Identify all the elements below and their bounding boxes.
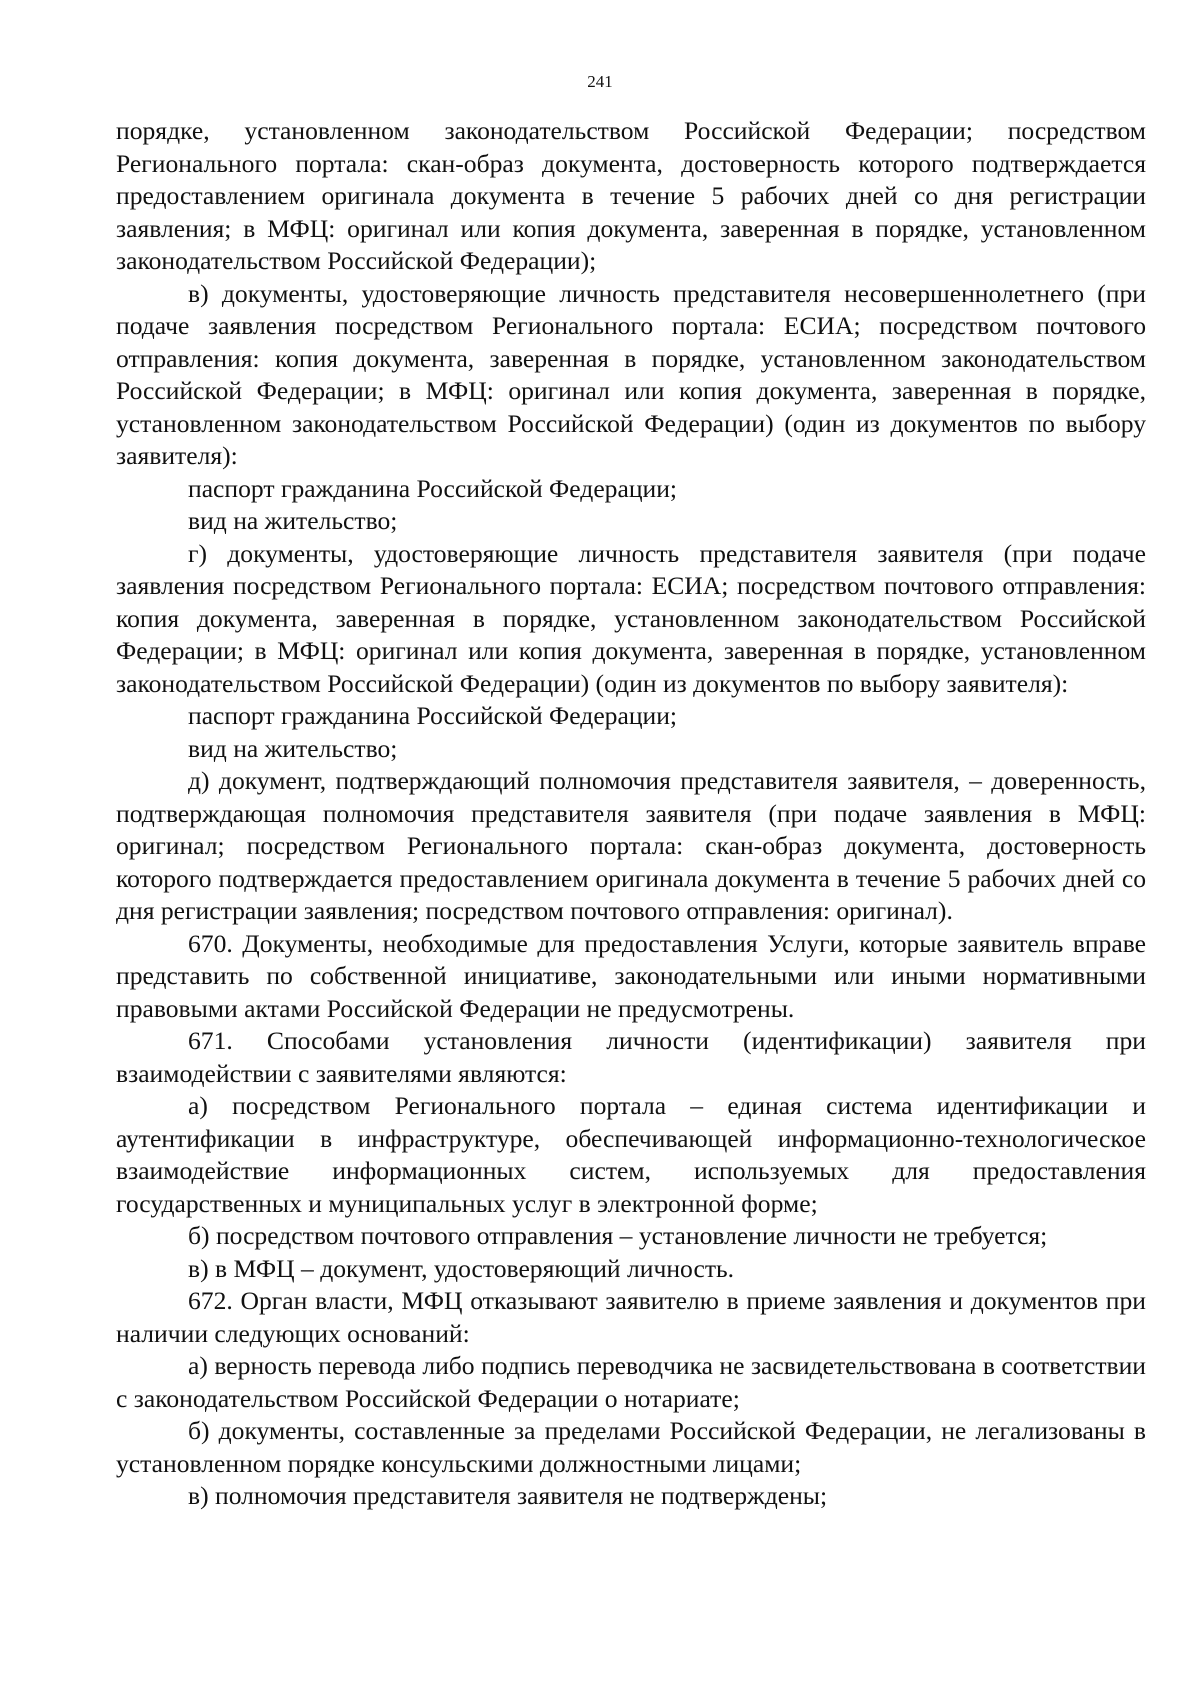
- paragraph-672: 672. Орган власти, МФЦ отказывают заявителю в приеме заявления и документов при наличии следующих оснований:: [116, 1286, 1146, 1348]
- paragraph-671-b: б) посредством почтового отправления – установление личности не требуется;: [188, 1221, 1048, 1250]
- list-item-passport: паспорт гражданина Российской Федерации;: [188, 701, 678, 730]
- paragraph-670: 670. Документы, необходимые для предоставления Услуги, которые заявитель вправе представить по собственной инициативе, законодательными или иными нормативными правовыми актами Российской Федерации не предусмотрены.: [116, 928, 1146, 1023]
- paragraph-672-v: в) полномочия представителя заявителя не подтверждены;: [188, 1481, 828, 1510]
- list-item-residence-permit: вид на жительство;: [188, 506, 398, 535]
- paragraph-item-g: г) документы, удостоверяющие личность представителя заявителя (при подаче заявления посредством Регионального портала: ЕСИА; посредством почтового отправления: копия документа, заверенная в порядке, установленном законодательством Российской Федерации; в МФЦ: оригинал или копия документа, заверенная в порядке, установленном законодательством Российской Федерации) (один из документов по выбору заявителя):: [116, 538, 1146, 698]
- document-body: [116, 115, 1146, 1513]
- paragraph-671: 671. Способами установления личности (идентификации) заявителя при взаимодействии с заявителями являются:: [116, 1026, 1146, 1088]
- paragraph-671-v: в) в МФЦ – документ, удостоверяющий личность.: [188, 1253, 735, 1283]
- page-number: 241: [587, 72, 613, 91]
- list-item-residence-permit: вид на жительство;: [188, 733, 398, 763]
- paragraph-672-b: б) документы, составленные за пределами Российской Федерации, не легализованы в установленном порядке консульскими должностными лицами;: [116, 1416, 1146, 1478]
- paragraph-continuation: порядке, установленном законодательством Российской Федерации; посредством Регионального портала: скан-образ документа, достоверность которого подтверждается предоставлением оригинала документа в течение 5 рабочих дней со дня регистрации заявления; в МФЦ: оригинал или копия документа, заверенная в порядке, установленном законодательством Российской Федерации);: [116, 116, 1146, 275]
- paragraph-item-v: в) документы, удостоверяющие личность представителя несовершеннолетнего (при подаче заявления посредством Регионального портала: ЕСИА; посредством почтового отправления: копия документа, заверенная в порядке, установленном законодательством Российской Федерации; в МФЦ: оригинал или копия документа, заверенная в порядке, установленном законодательством Российской Федерации) (один из документов по выбору заявителя):: [116, 278, 1146, 470]
- list-item-passport: паспорт гражданина Российской Федерации;: [188, 473, 678, 503]
- paragraph-672-a: а) верность перевода либо подпись переводчика не засвидетельствована в соответствии с законодательством Российской Федерации о нотариате;: [116, 1351, 1146, 1413]
- paragraph-item-d: д) документ, подтверждающий полномочия представителя заявителя, – доверенность, подтверждающая полномочия представителя заявителя (при подаче заявления в МФЦ: оригинал; посредством Регионального портала: скан-образ документа, достоверность которого подтверждается предоставлением оригинала документа в течение 5 рабочих дней со дня регистрации заявления; посредством почтового отправления: оригинал).: [116, 766, 1146, 925]
- paragraph-671-a: а) посредством Регионального портала – единая система идентификации и аутентификации в инфраструктуре, обеспечивающей информационно-технологическое взаимодействие информационных систем, используемых для предоставления государственных и муниципальных услуг в электронной форме;: [116, 1091, 1146, 1218]
